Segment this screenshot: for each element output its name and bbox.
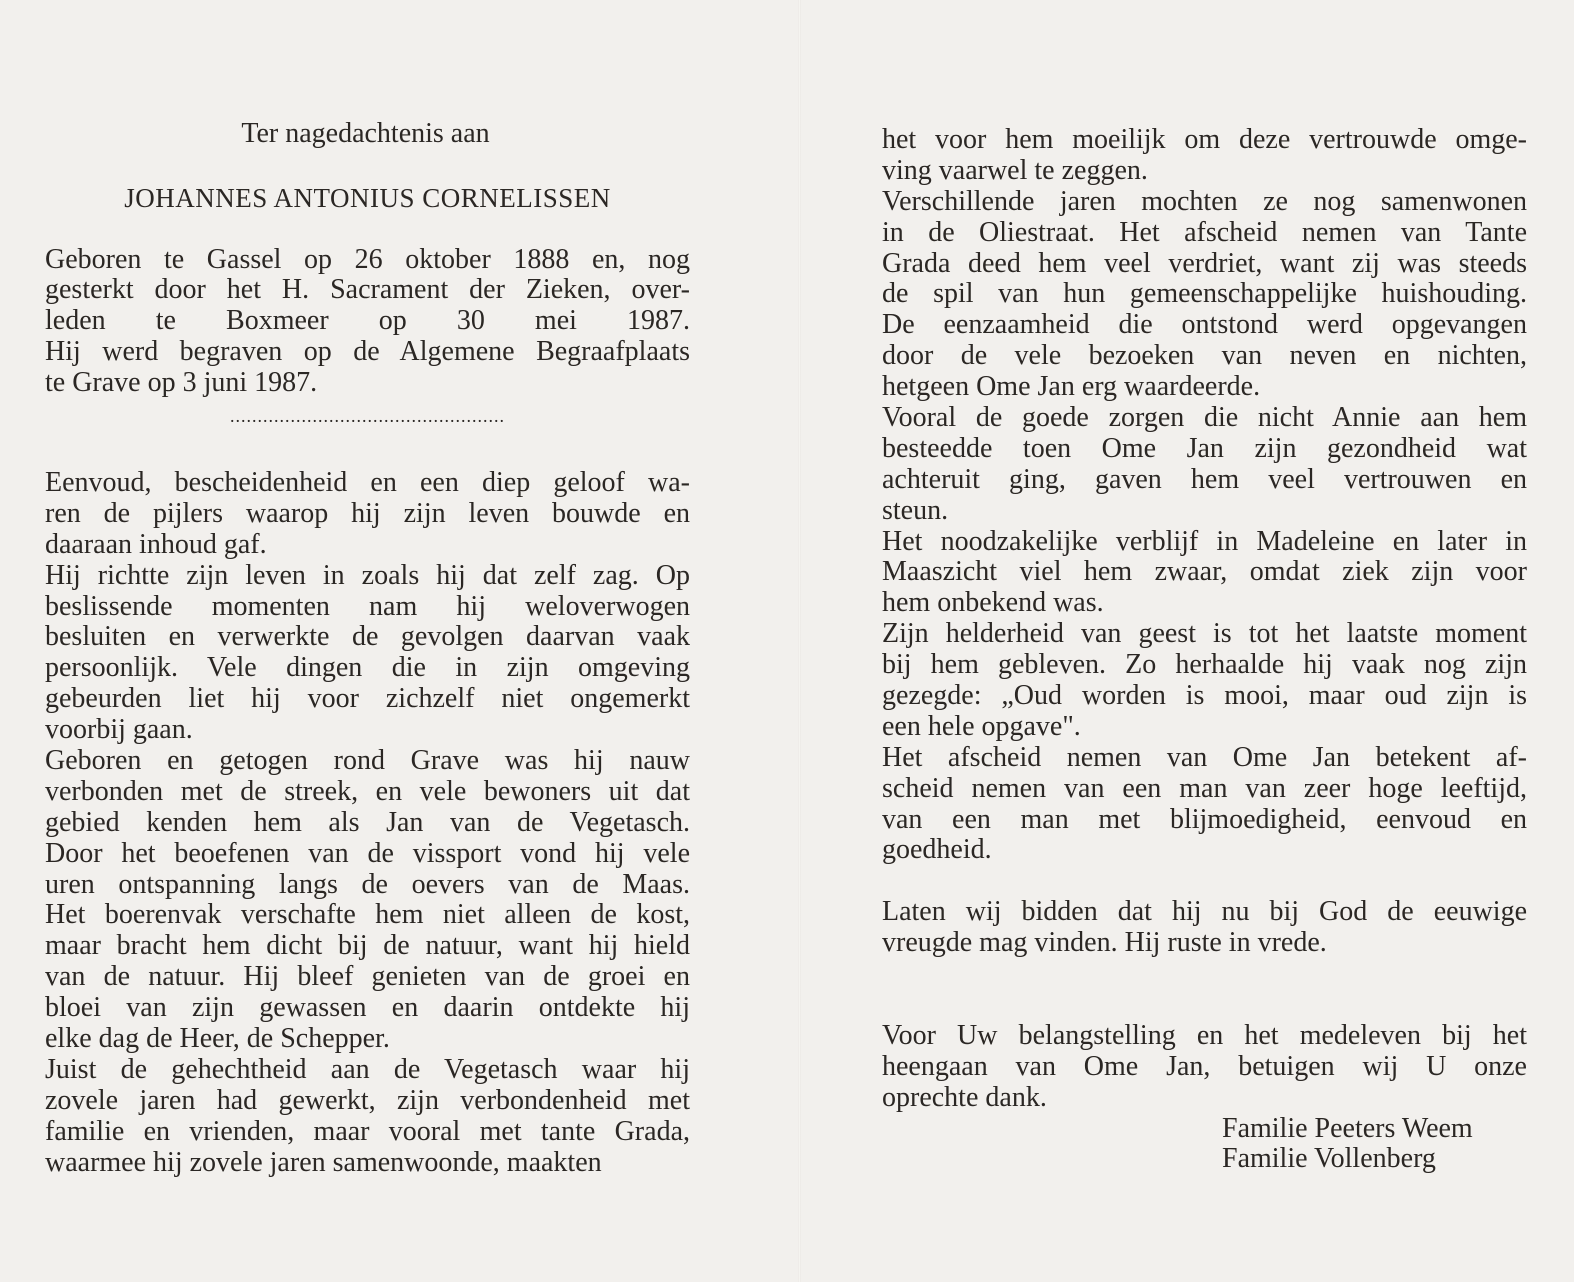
paragraph <box>882 990 1527 1021</box>
paragraph <box>882 866 1527 897</box>
text-line: ving vaarwel te zeggen. <box>882 154 1148 186</box>
text-line <box>882 959 1527 990</box>
text-line: hetgeen Ome Jan erg waardeerde. <box>882 371 1261 403</box>
intro-lines <box>45 245 690 399</box>
text-line: vreugde mag vinden. Hij ruste in vrede. <box>882 927 1327 959</box>
card-fold <box>798 0 801 1282</box>
text-line: bloei van zijn gewassen en daarin ontdekte hij <box>45 993 690 1024</box>
text-line: Verschillende jaren mochten ze nog samenwonen <box>882 186 1527 217</box>
paragraph <box>882 527 1527 620</box>
text-line: een hele opgave". <box>882 710 1081 742</box>
text-line: Hij werd begraven op de Algemene Begraafplaats <box>45 337 690 368</box>
intro-paragraph <box>45 245 690 399</box>
text-line: maar bracht hem dicht bij de natuur, want hij hield <box>45 931 690 962</box>
text-line: Juist de gehechtheid aan de Vegetasch waar hij <box>45 1054 690 1085</box>
paragraph <box>882 1021 1527 1114</box>
text-line: achteruit ging, gaven hem veel vertrouwen en <box>882 464 1527 495</box>
text-line: Vooral de goede zorgen die nicht Annie aan hem <box>882 403 1527 434</box>
text-line: Geboren en getogen rond Grave was hij nauw <box>45 746 690 777</box>
text-line: besluiten en verwerkte de gevolgen daarvan vaak <box>45 622 690 653</box>
text-line: in de Oliestraat. Het afscheid nemen van Tante <box>882 217 1527 248</box>
text-line: zovele jaren had gewerkt, zijn verbondenheid met <box>45 1085 690 1116</box>
text-line: scheid nemen van een man van zeer hoge leeftijd, <box>882 773 1527 804</box>
text-line: Eenvoud, bescheidenheid en een diep geloof wa- <box>45 468 690 498</box>
paragraph <box>882 125 1527 187</box>
text-line: uren ontspanning langs de oevers van de Maas. <box>45 869 690 900</box>
text-line: gezegde: „Oud worden is mooi, maar oud zijn is <box>882 681 1527 712</box>
text-line: daaraan inhoud gaf. <box>45 528 267 560</box>
paragraph <box>882 619 1527 743</box>
text-line: De eenzaamheid die ontstond werd opgevangen <box>882 310 1527 341</box>
text-line <box>882 866 1527 897</box>
deceased-name: JOHANNES ANTONIUS CORNELISSEN <box>124 182 611 213</box>
paragraph <box>882 743 1527 867</box>
text-line: familie en vrienden, maar vooral met tante Grada, <box>45 1116 690 1147</box>
paragraph <box>45 561 690 746</box>
text-line: hem onbekend was. <box>882 587 1104 619</box>
paragraph <box>882 897 1527 959</box>
left-body <box>45 468 690 1178</box>
divider: .................................................. <box>230 406 505 427</box>
text-line: besteedde toen Ome Jan zijn gezondheid wat <box>882 433 1527 464</box>
text-line: waarmee hij zovele jaren samenwoonde, maakten <box>45 1146 602 1178</box>
text-line: Het afscheid nemen van Ome Jan betekent af- <box>882 742 1527 773</box>
text-line: Door het beoefenen van de vissport vond hij vele <box>45 838 690 869</box>
text-line: Laten wij bidden dat hij nu bij God de eeuwige <box>882 897 1527 928</box>
text-line: gebeurden liet hij voor zichzelf niet ongemerkt <box>45 684 690 715</box>
text-line: Voor Uw belangstelling en het medeleven bij het <box>882 1020 1527 1051</box>
paragraph <box>45 1055 690 1179</box>
text-line: Maaszicht viel hem zwaar, omdat ziek zijn voor <box>882 557 1527 588</box>
text-line: het voor hem moeilijk om deze vertrouwde omge- <box>882 125 1527 155</box>
text-line: steun. <box>882 494 949 526</box>
paragraph <box>45 746 690 1055</box>
signature: Familie Peeters Weem <box>1222 1112 1473 1144</box>
right-body <box>882 125 1527 1175</box>
text-line: gesterkt door het H. Sacrament der Zieken, over- <box>45 275 690 306</box>
text-line: Grada deed hem veel verdriet, want zij was steeds <box>882 248 1527 279</box>
paragraph <box>882 959 1527 990</box>
paragraph <box>882 403 1527 527</box>
text-line: elke dag de Heer, de Schepper. <box>45 1023 390 1055</box>
text-line: ren de pijlers waarop hij zijn leven bouwde en <box>45 498 690 529</box>
left-header <box>45 119 690 432</box>
text-line: Zijn helderheid van geest is tot het laatste moment <box>882 619 1527 650</box>
text-line: gebied kenden hem als Jan van de Vegetasch. <box>45 807 690 838</box>
text-line: leden te Boxmeer op 30 mei 1987. <box>45 306 690 337</box>
text-line: van de natuur. Hij bleef genieten van de groei en <box>45 962 690 993</box>
text-line: door de vele bezoeken van neven en nichten, <box>882 341 1527 372</box>
text-line: verbonden met de streek, en vele bewoners uit dat <box>45 776 690 807</box>
text-line: persoonlijk. Vele dingen die in zijn omgeving <box>45 653 690 684</box>
text-line: beslissende momenten nam hij weloverwogen <box>45 591 690 622</box>
text-line: de spil van hun gemeenschappelijke huishouding. <box>882 279 1527 310</box>
heading: Ter nagedachtenis aan <box>241 118 490 149</box>
paragraph <box>882 187 1527 403</box>
text-line: Geboren te Gassel op 26 oktober 1888 en, nog <box>45 244 690 275</box>
text-line: goedheid. <box>882 834 992 866</box>
text-line: oprechte dank. <box>882 1081 1047 1113</box>
text-line <box>882 990 1527 1021</box>
text-line: heengaan van Ome Jan, betuigen wij U onze <box>882 1051 1527 1082</box>
text-line: Het boerenvak verschafte hem niet alleen de kost, <box>45 900 690 931</box>
text-line: bij hem gebleven. Zo herhaalde hij vaak nog zijn <box>882 650 1527 681</box>
text-line: van een man met blijmoedigheid, eenvoud en <box>882 804 1527 835</box>
text-line: voorbij gaan. <box>45 714 193 746</box>
text-line: Hij richtte zijn leven in zoals hij dat zelf zag. Op <box>45 560 690 591</box>
text-line: te Grave op 3 juni 1987. <box>45 367 318 399</box>
signature: Familie Vollenberg <box>1222 1143 1436 1175</box>
text-line: Het noodzakelijke verblijf in Madeleine en later in <box>882 526 1527 557</box>
paragraph <box>45 468 690 561</box>
